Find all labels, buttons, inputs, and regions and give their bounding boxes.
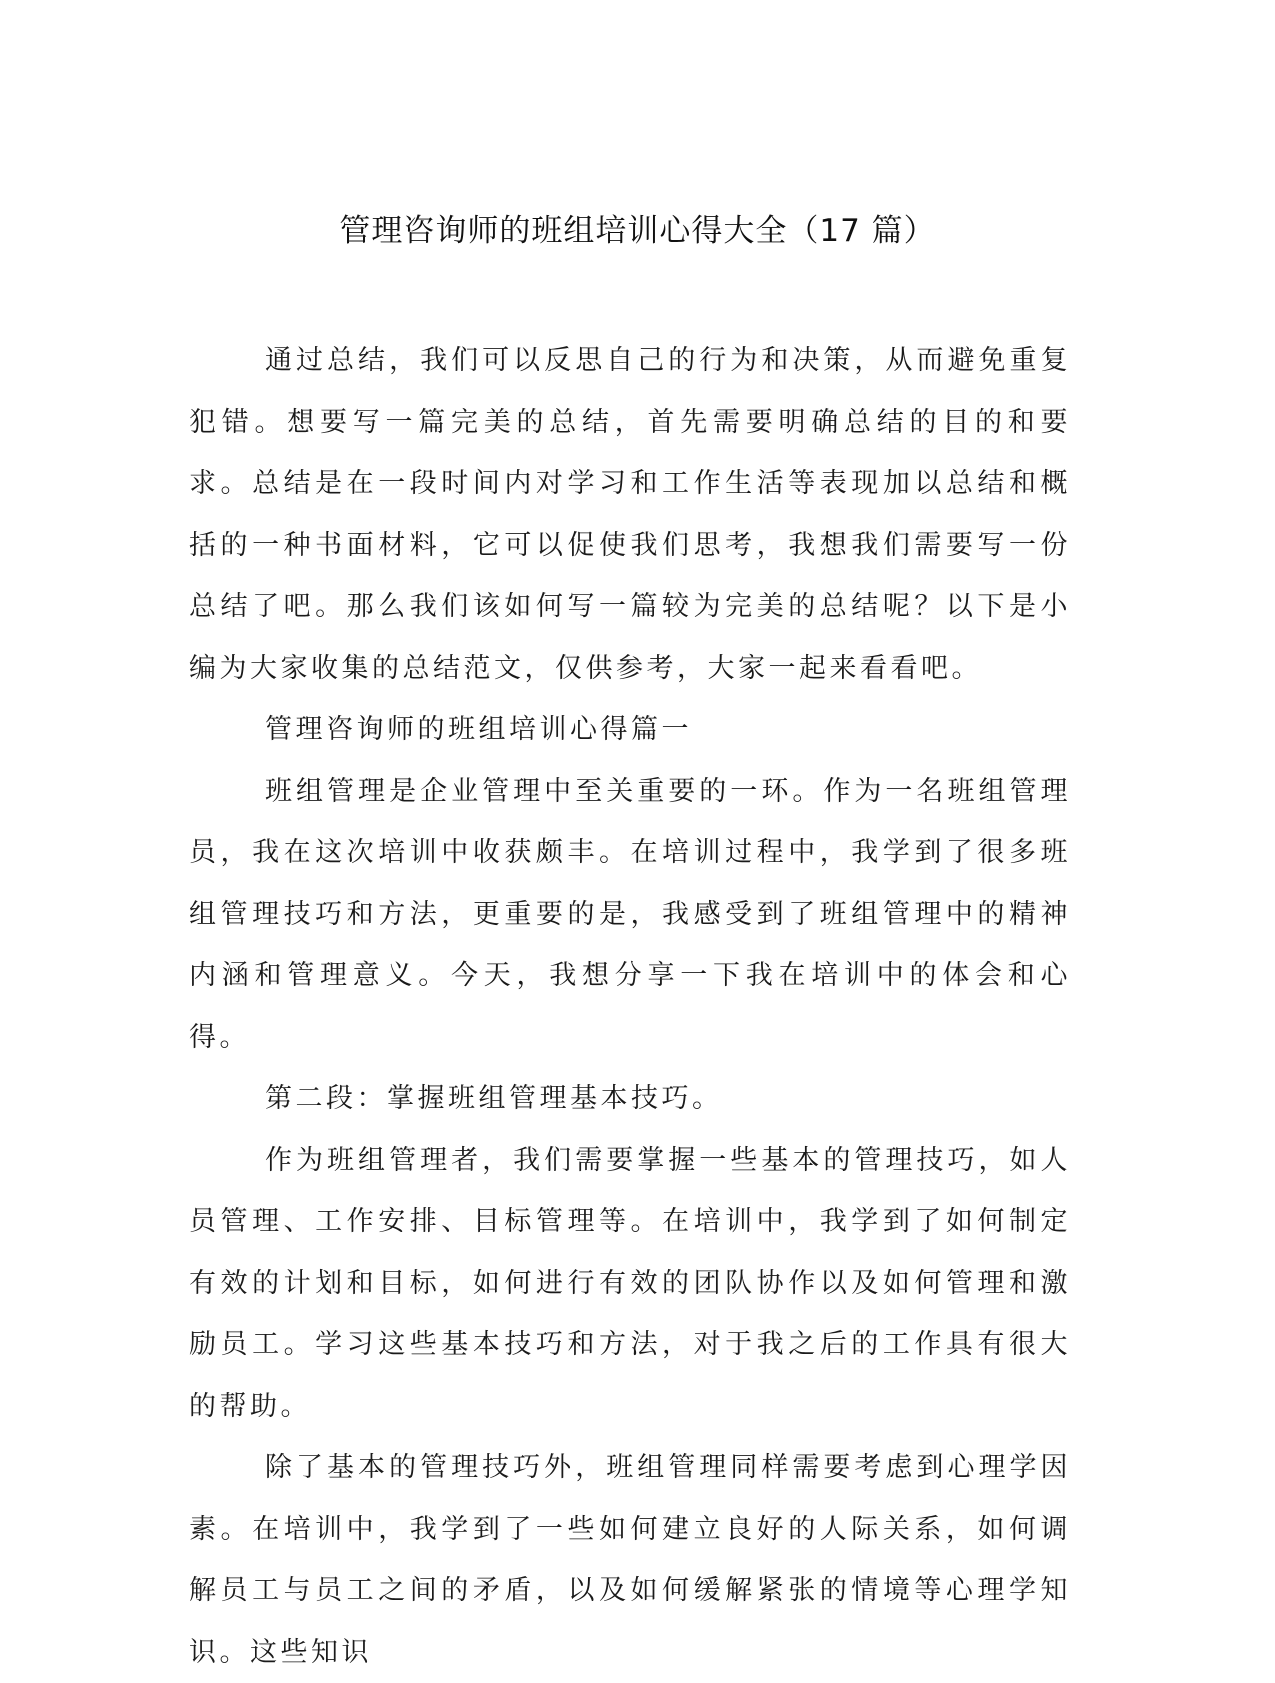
section-heading-second-part: 第二段：掌握班组管理基本技巧。: [265, 1083, 723, 1114]
paragraph-overview: 班组管理是企业管理中至关重要的一环。作为一名班组管理员，我在这次培训中收获颇丰。在培训过程中，我学到了很多班组管理技巧和方法，更重要的是，我感受到了班组管理中的精神内涵和管理意义。今天，我想分享一下我在培训中的体会和心得。: [189, 775, 1071, 1053]
paragraph-psychology: 除了基本的管理技巧外，班组管理同样需要考虑到心理学因素。在培训中，我学到了一些如何建立良好的人际关系，如何调解员工与员工之间的矛盾，以及如何缓解紧张的情境等心理学知识。这些知识: [189, 1452, 1071, 1668]
paragraph-basic-skills: 作为班组管理者，我们需要掌握一些基本的管理技巧，如人员管理、工作安排、目标管理等。在培训中，我学到了如何制定有效的计划和目标，如何进行有效的团队协作以及如何管理和激励员工。学习这些基本技巧和方法，对于我之后的工作具有很大的帮助。: [189, 1144, 1071, 1422]
document-body: [189, 330, 1071, 1683]
paragraph-intro: 通过总结，我们可以反思自己的行为和决策，从而避免重复犯错。想要写一篇完美的总结，首先需要明确总结的目的和要求。总结是在一段时间内对学习和工作生活等表现加以总结和概括的一种书面材料，它可以促使我们思考，我想我们需要写一份总结了吧。那么我们该如何写一篇较为完美的总结呢？以下是小编为大家收集的总结范文，仅供参考，大家一起来看看吧。: [189, 345, 1071, 684]
section-heading-part-one: 管理咨询师的班组培训心得篇一: [265, 714, 692, 745]
document-title: 管理咨询师的班组培训心得大全（17 篇）: [339, 213, 936, 249]
